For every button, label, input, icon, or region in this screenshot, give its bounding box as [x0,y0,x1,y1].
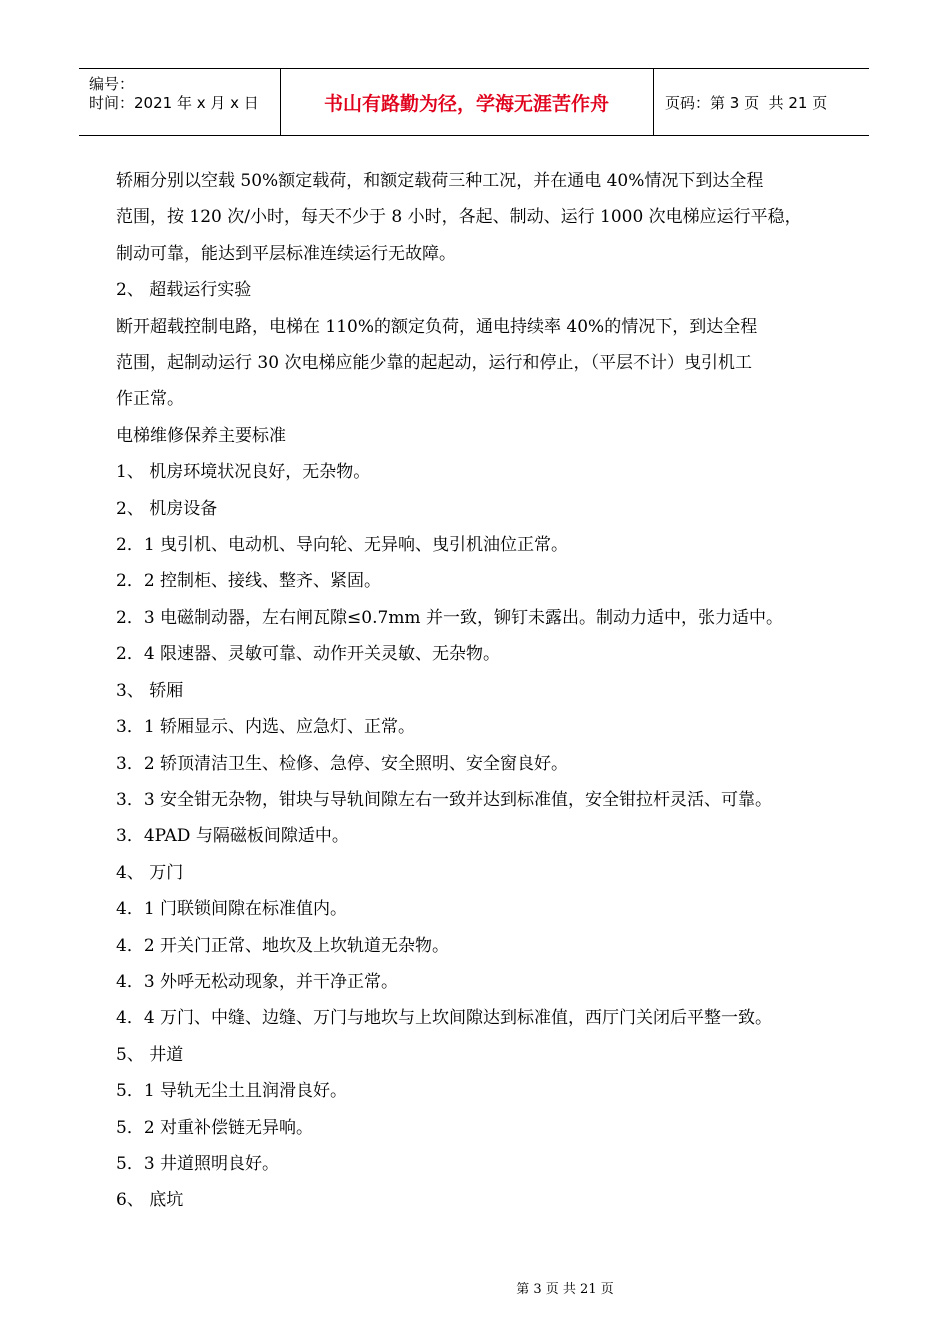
header-date-label: 时间：2021 年 x 月 x 日 [89,94,259,112]
section-heading: 2、 超载运行实验 [116,280,252,301]
body-line: 范围，起制动运行 30 次电梯应能少靠的起起动，运行和停止，（平层不计）曳引机工 [116,353,752,374]
body-line: 断开超载控制电路，电梯在 110%的额定负荷，通电持续率 40%的情况下，到达全程 [116,316,758,337]
list-item: 5．3 井道照明良好。 [116,1153,280,1174]
list-item: 5．2 对重补偿链无异响。 [116,1117,314,1138]
section-heading: 4、 万门 [116,862,184,883]
list-item: 2．1 曳引机、电动机、导向轮、无异响、曳引机油位正常。 [116,535,569,556]
body-line: 范围，按 120 次/小时，每天不少于 8 小时，各起、制动、运行 1000 次电梯应运行平稳， [116,207,802,228]
section-heading: 电梯维修保养主要标准 [116,425,286,446]
page-header [79,68,869,136]
section-heading: 3、 轿厢 [116,680,184,701]
list-item: 3．2 轿顶清洁卫生、检修、急停、安全照明、安全窗良好。 [116,753,569,774]
header-motto: 书山有路勤为径，学海无涯苦作舟 [323,92,609,115]
list-item: 1、 机房环境状况良好，无杂物。 [116,462,371,483]
list-item: 5．1 导轨无尘土且润滑良好。 [116,1081,348,1102]
header-number-label: 编号： [89,75,135,93]
list-item: 4．3 外呼无松动现象，并干净正常。 [116,971,399,992]
header-page-info: 页码：第 3 页 共 21 页 [665,93,828,112]
header-meta [89,75,259,113]
section-heading: 2、 机房设备 [116,498,218,519]
list-item: 2．4 限速器、灵敏可靠、动作开关灵敏、无杂物。 [116,644,501,665]
list-item: 4．4 万门、中缝、边缝、万门与地坎与上坎间隙达到标准值，西厅门关闭后平整一致。 [116,1008,773,1029]
body-line: 作正常。 [116,389,184,410]
body-line: 轿厢分别以空载 50%额定载荷，和额定载荷三种工况，并在通电 40%情况下到达全程 [116,171,764,191]
list-item: 3．1 轿厢显示、内选、应急灯、正常。 [116,717,416,738]
list-item: 2．3 电磁制动器，左右闸瓦隙≤0.7mm 并一致，铆钉未露出。制动力适中，张力适中。 [116,607,783,628]
header-divider-right [653,69,654,135]
list-item: 4．2 开关门正常、地坎及上坎轨道无杂物。 [116,935,450,956]
page-footer [0,1278,950,1297]
list-item: 2．2 控制柜、接线、整齐、紧固。 [116,571,382,592]
list-item: 3．3 安全钳无杂物，钳块与导轨间隙左右一致并达到标准值，安全钳拉杆灵活、可靠。 [116,789,773,810]
body-line: 制动可靠，能达到平层标准连续运行无故障。 [116,243,456,264]
footer-page-number: 第 3 页 共 21 页 [516,1282,614,1297]
document-body [116,163,851,1219]
section-heading: 5、 井道 [116,1044,184,1065]
list-item: 3．4PAD 与隔磁板间隙适中。 [116,826,349,847]
section-heading: 6、 底坑 [116,1190,184,1211]
list-item: 4．1 门联锁间隙在标准值内。 [116,899,348,920]
